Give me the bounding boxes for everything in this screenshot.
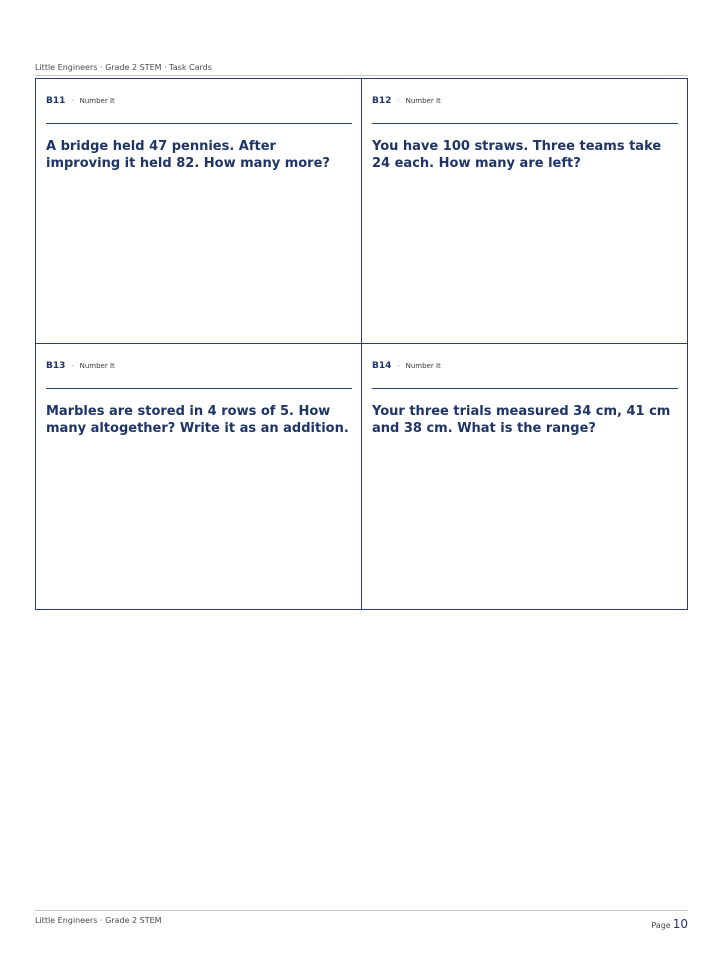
card-header — [372, 356, 441, 370]
card-id: B13 — [46, 361, 66, 371]
card-separator: · — [71, 97, 74, 105]
card-header — [46, 91, 115, 105]
card-header — [372, 91, 441, 105]
task-card-b14 — [362, 344, 687, 609]
task-card-b13 — [36, 344, 362, 609]
task-card-b12 — [362, 79, 687, 344]
card-id: B12 — [372, 96, 392, 106]
card-category: Number It — [405, 97, 441, 105]
page-footer — [35, 910, 688, 930]
task-card-grid — [35, 78, 688, 610]
card-divider — [372, 123, 678, 124]
footer-title: Little Engineers · Grade 2 STEM — [35, 916, 162, 925]
card-question: Marbles are stored in 4 rows of 5. How many altogether? Write it as an addition. — [46, 404, 349, 436]
card-separator: · — [397, 362, 400, 370]
page-header — [35, 62, 688, 76]
card-question: A bridge held 47 pennies. After improving it held 82. How many more? — [46, 139, 330, 171]
card-divider — [372, 388, 678, 389]
page-number: 10 — [672, 917, 688, 931]
card-category: Number It — [79, 97, 115, 105]
card-divider — [46, 388, 352, 389]
card-separator: · — [397, 97, 400, 105]
card-id: B11 — [46, 96, 66, 106]
card-id: B14 — [372, 361, 392, 371]
card-question: You have 100 straws. Three teams take 24 each. How many are left? — [372, 139, 662, 171]
header-title: Little Engineers · Grade 2 STEM · Task Cards — [35, 63, 212, 72]
card-category: Number It — [79, 362, 115, 370]
card-category: Number It — [405, 362, 441, 370]
card-separator: · — [71, 362, 74, 370]
card-question: Your three trials measured 34 cm, 41 cm and 38 cm. What is the range? — [372, 404, 671, 436]
page-indicator — [651, 913, 688, 932]
card-divider — [46, 123, 352, 124]
page-label: Page — [651, 921, 671, 930]
task-card-b11 — [36, 79, 362, 344]
card-header — [46, 356, 115, 370]
